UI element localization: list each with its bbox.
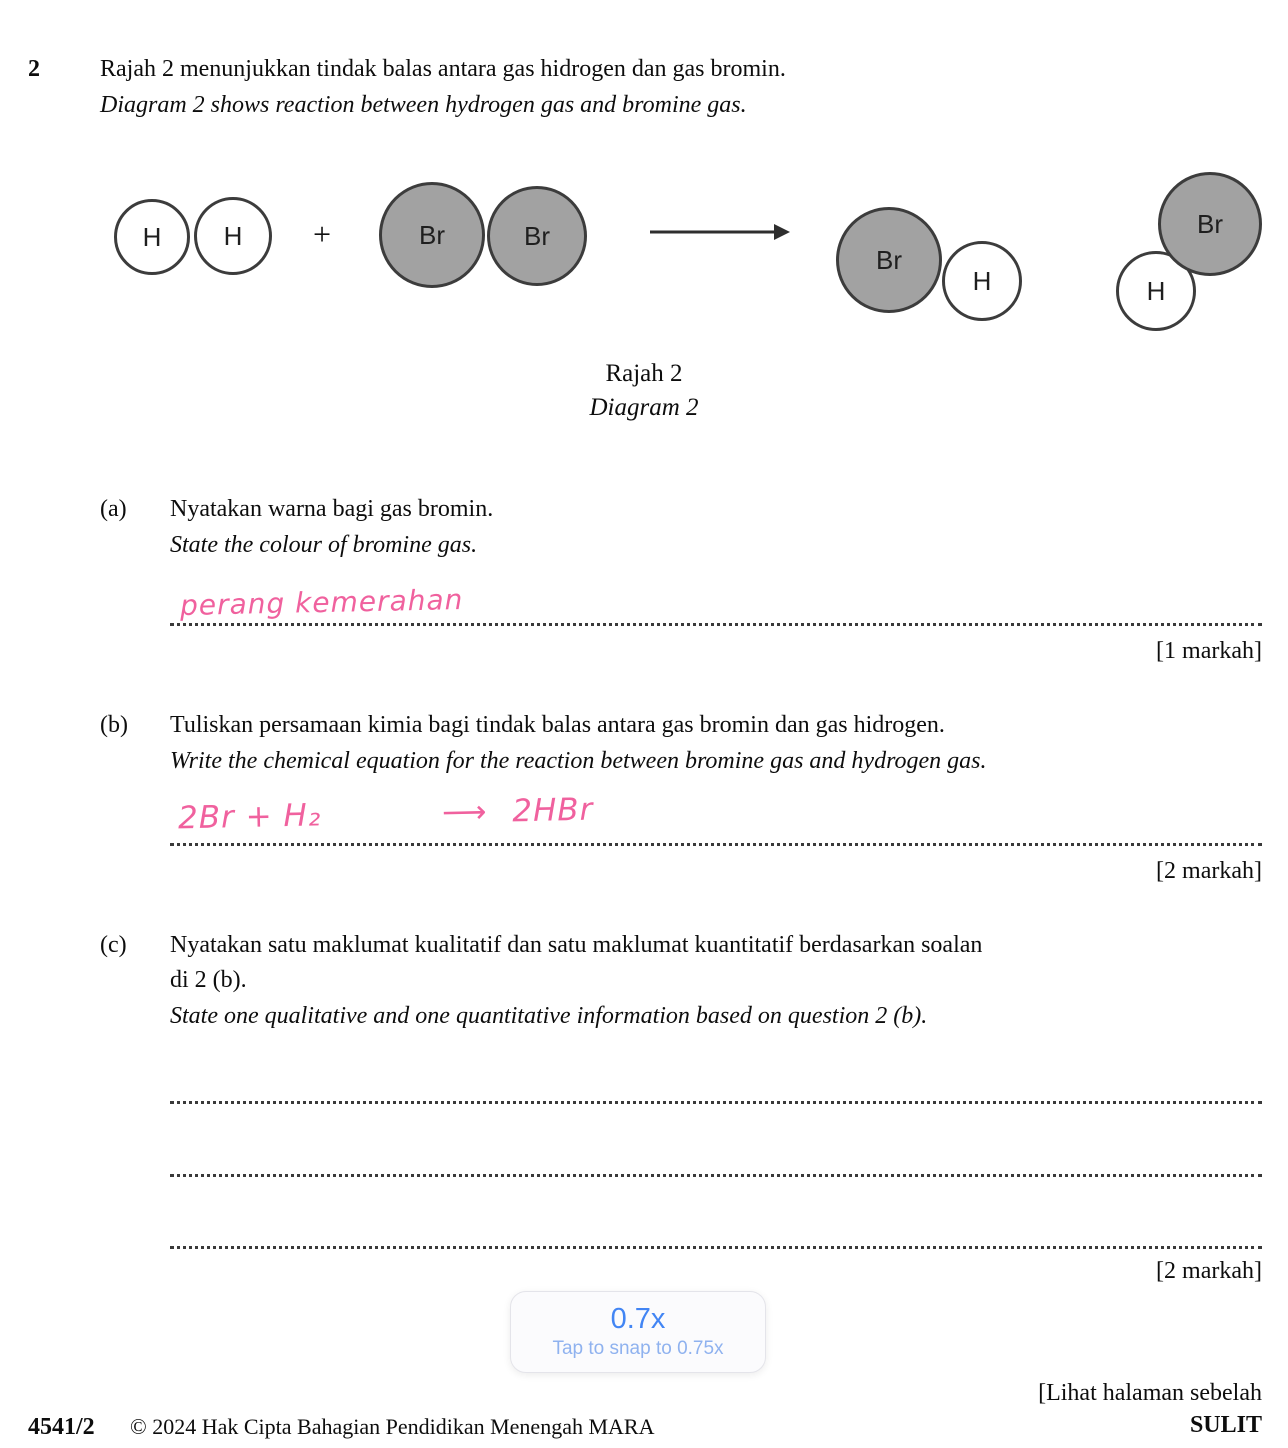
zoom-snap-hint: Tap to snap to 0.75x bbox=[552, 1338, 724, 1359]
part-b-text-en: Write the chemical equation for the reaction between bromine gas and hydrogen gas. bbox=[170, 748, 987, 774]
h-atom bbox=[194, 197, 272, 275]
zoom-snap-popup[interactable] bbox=[510, 1291, 766, 1373]
part-b-text-ms: Tuliskan persamaan kimia bagi tindak balas antara gas bromin dan gas hidrogen. bbox=[170, 712, 945, 738]
br-atom bbox=[487, 186, 587, 286]
part-a-text-ms: Nyatakan warna bagi gas bromin. bbox=[170, 496, 494, 522]
equation-lhs: 2Br + H₂ bbox=[177, 797, 322, 837]
equation-arrow: ⟶ bbox=[441, 793, 488, 831]
part-a-label: (a) bbox=[100, 496, 127, 522]
part-a-answer-handwriting: perang kemerahan bbox=[179, 583, 464, 622]
equation-rhs: 2HBr bbox=[511, 791, 594, 830]
h-atom-label: H bbox=[1146, 275, 1166, 306]
h-atom-label: H bbox=[972, 265, 992, 296]
plus-sign: + bbox=[313, 216, 332, 252]
part-c-answer-line-2[interactable] bbox=[170, 1151, 1262, 1177]
part-c-answer-line-3[interactable] bbox=[170, 1223, 1262, 1249]
part-c-marks: [2 markah] bbox=[1156, 1258, 1262, 1284]
br-atom bbox=[379, 182, 485, 288]
br-atom bbox=[1158, 172, 1262, 276]
reaction-arrow-icon bbox=[650, 221, 790, 243]
footer-next-page-note: [Lihat halaman sebelah bbox=[1038, 1380, 1262, 1406]
diagram-caption-ms: Rajah 2 bbox=[605, 360, 683, 387]
part-c-text-ms-line2: di 2 (b). bbox=[170, 967, 247, 993]
part-c-text-ms-line1: Nyatakan satu maklumat kualitatif dan satu maklumat kuantitatif berdasarkan soalan bbox=[170, 932, 983, 958]
question-intro-en: Diagram 2 shows reaction between hydrogen gas and bromine gas. bbox=[100, 92, 747, 118]
br-atom-label: Br bbox=[876, 244, 902, 275]
br-atom bbox=[836, 207, 942, 313]
part-a-answer-line[interactable] bbox=[170, 600, 1262, 626]
zoom-level-label: 0.7x bbox=[610, 1303, 666, 1335]
footer-paper-code: 4541/2 bbox=[28, 1414, 95, 1440]
part-a-text-en: State the colour of bromine gas. bbox=[170, 532, 478, 558]
part-b-label: (b) bbox=[100, 712, 128, 738]
footer-copyright: © 2024 Hak Cipta Bahagian Pendidikan Menengah MARA bbox=[130, 1414, 655, 1439]
h-atom bbox=[114, 199, 190, 275]
diagram-caption-en: Diagram 2 bbox=[589, 394, 699, 421]
footer-sulit-label: SULIT bbox=[1189, 1412, 1262, 1438]
part-c-label: (c) bbox=[100, 932, 127, 958]
h-atom-label: H bbox=[142, 221, 162, 252]
br-atom-label: Br bbox=[419, 219, 445, 250]
h-atom bbox=[942, 241, 1022, 321]
part-b-marks: [2 markah] bbox=[1156, 858, 1262, 884]
h-atom-label: H bbox=[223, 220, 243, 251]
question-number: 2 bbox=[28, 56, 40, 82]
part-b-answer-line[interactable] bbox=[170, 820, 1262, 846]
part-c-text-en: State one qualitative and one quantitative information based on question 2 (b). bbox=[170, 1003, 928, 1029]
br-atom-label: Br bbox=[524, 220, 550, 251]
part-c-answer-line-1[interactable] bbox=[170, 1078, 1262, 1104]
part-a-marks: [1 markah] bbox=[1156, 638, 1262, 664]
br-atom-label: Br bbox=[1197, 208, 1223, 239]
question-intro-ms: Rajah 2 menunjukkan tindak balas antara gas hidrogen dan gas bromin. bbox=[100, 56, 786, 82]
